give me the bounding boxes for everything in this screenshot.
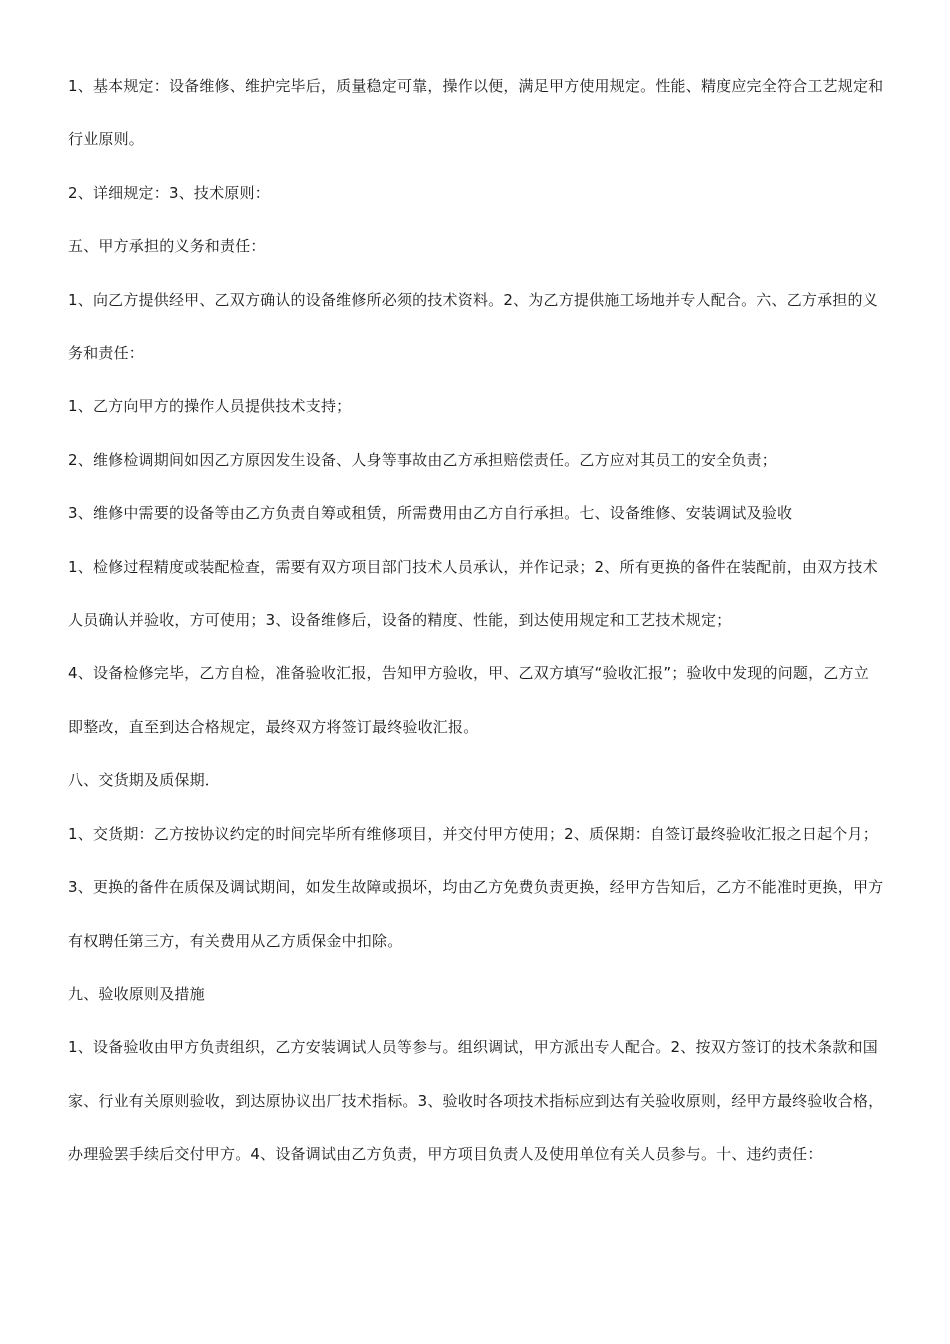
paragraph-text: 1、检修过程精度或装配检查，需要有双方项目部门技术人员承认，并作记录；2、所有更换的备件在装配前，由双方技术人员确认并验收，方可使用；3、设备维修后，设备的精度、性能，到达使用规定和工艺技术规定； xyxy=(68,557,878,630)
heading-text: 五、甲方承担的义务和责任： xyxy=(68,237,266,256)
paragraph-text: 3、更换的备件在质保及调试期间，如发生故障或损坏，均由乙方免费负责更换，经甲方告知后，乙方不能准时更换，甲方有权聘任第三方，有关费用从乙方质保金中扣除。 xyxy=(68,878,884,950)
paragraph-inspection-process xyxy=(68,541,884,648)
heading-text: 九、验收原则及措施 xyxy=(68,984,205,1003)
paragraph-party-b-liability xyxy=(68,434,884,487)
paragraph-detailed-requirements xyxy=(68,167,884,220)
document-body xyxy=(68,60,884,1182)
paragraph-text: 2、维修检调期间如因乙方原因发生设备、人身等事故由乙方承担赔偿责任。乙方应对其员工的安全负责； xyxy=(68,450,777,469)
paragraph-spare-parts xyxy=(68,861,884,968)
section-heading-party-a-obligations xyxy=(68,220,884,273)
paragraph-basic-requirements xyxy=(68,60,884,167)
section-heading-acceptance-principles xyxy=(68,968,884,1021)
paragraph-text: 1、交货期：乙方按协议约定的时间完毕所有维修项目，并交付甲方使用；2、质保期：自签订最终验收汇报之日起个月； xyxy=(68,824,878,843)
paragraph-text: 1、基本规定：设备维修、维护完毕后，质量稳定可靠，操作以便，满足甲方使用规定。性能、精度应完全符合工艺规定和行业原则。 xyxy=(68,77,884,149)
paragraph-party-a-obligations xyxy=(68,274,884,381)
paragraph-text: 2、详细规定：3、技术原则： xyxy=(68,183,270,202)
paragraph-delivery-period xyxy=(68,808,884,861)
heading-text: 八、交货期及质保期． xyxy=(68,771,221,790)
paragraph-party-b-equipment xyxy=(68,487,884,540)
paragraph-acceptance-organization xyxy=(68,1021,884,1181)
paragraph-text: 1、乙方向甲方的操作人员提供技术支持； xyxy=(68,397,352,416)
section-heading-delivery-warranty xyxy=(68,754,884,807)
paragraph-party-b-support xyxy=(68,380,884,433)
paragraph-text: 3、维修中需要的设备等由乙方负责自筹或租赁，所需费用由乙方自行承担。七、设备维修、安装调试及验收 xyxy=(68,504,793,523)
paragraph-text: 1、向乙方提供经甲、乙双方确认的设备维修所必须的技术资料。2、为乙方提供施工场地并专人配合。六、乙方承担的义务和责任： xyxy=(68,290,878,363)
paragraph-text: 4、设备检修完毕，乙方自检，准备验收汇报，告知甲方验收，甲、乙双方填写“验收汇报”；验收中发现的问题，乙方立即整改，直至到达合格规定，最终双方将签订最终验收汇报。 xyxy=(68,664,869,736)
paragraph-text: 1、设备验收由甲方负责组织，乙方安装调试人员等参与。组织调试，甲方派出专人配合。2、按双方签订的技术条款和国家、行业有关原则验收，到达原协议出厂技术指标。3、验收时各项技术指标应到达有关验收原则，经甲方最终验收合格，办理验罢手续后交付甲方。4、设备调试由乙方负责，甲方项目负责人及使用单位有关人员参与。十、违约责任： xyxy=(68,1038,884,1164)
paragraph-acceptance-report xyxy=(68,647,884,754)
